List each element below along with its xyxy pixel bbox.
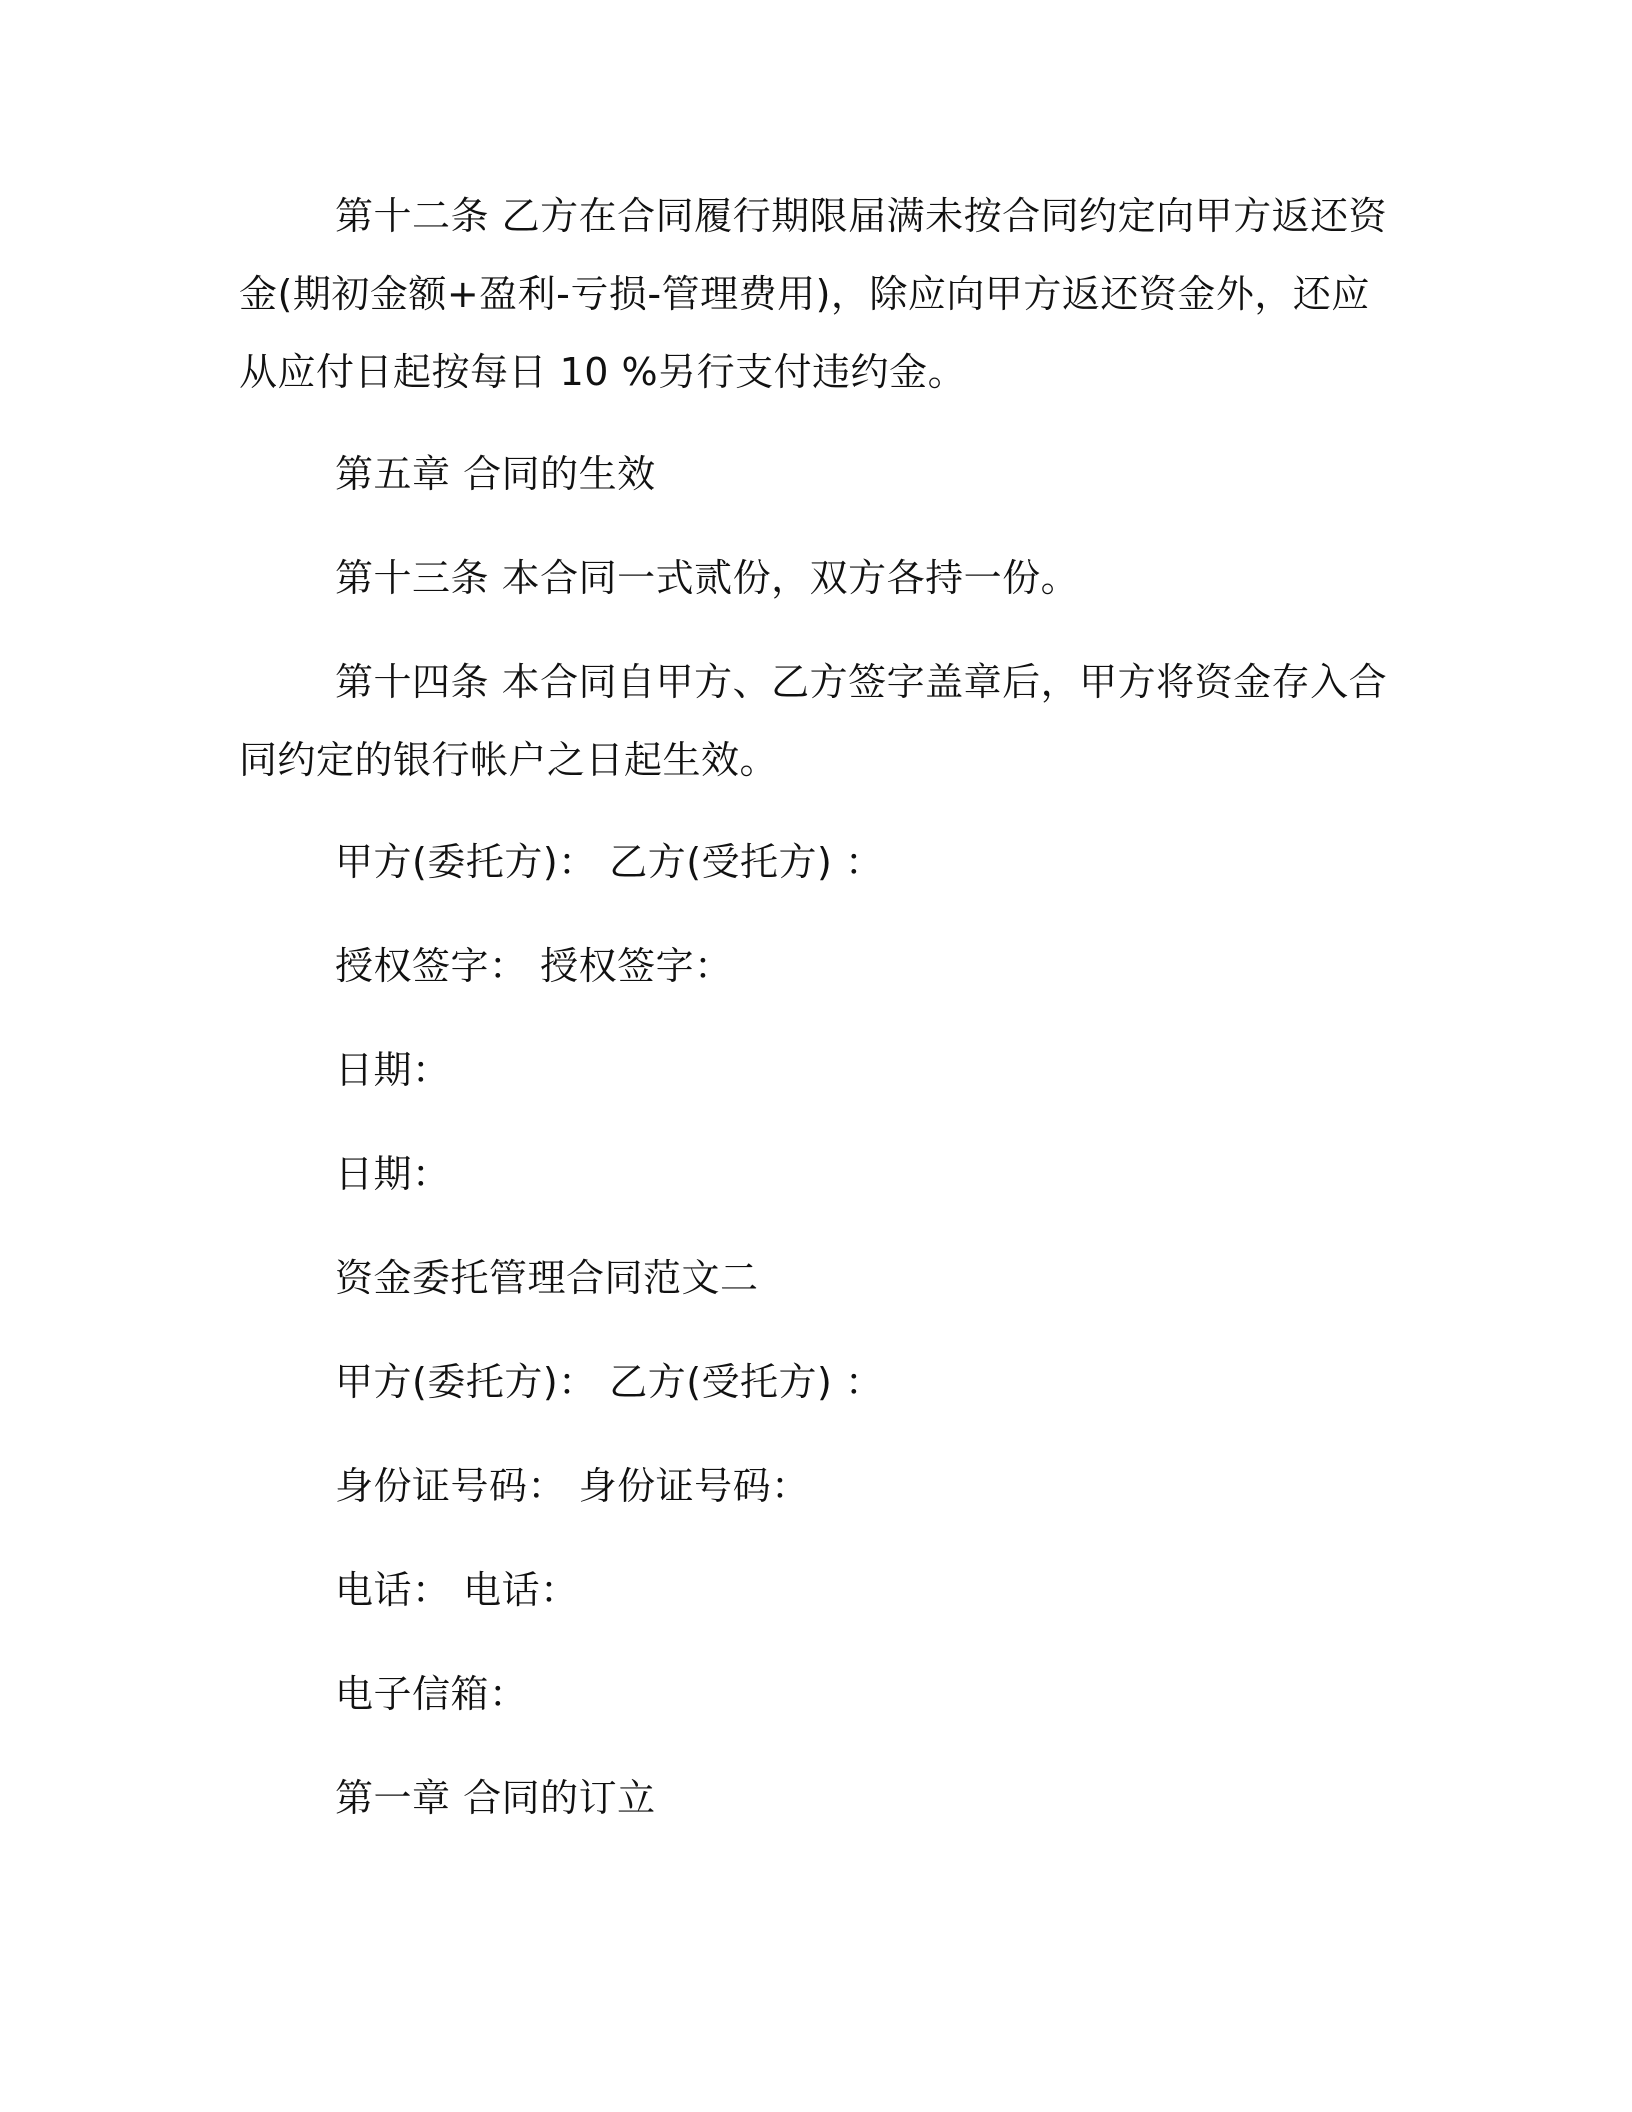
article-14-paragraph: 第十四条 本合同自甲方、乙方签字盖章后，甲方将资金存入合同约定的银行帐户之日起生效。 [239, 660, 1388, 782]
party-a-b-line: 甲方(委托方)： 乙方(受托方) ： [335, 840, 884, 884]
article-13-paragraph: 第十三条 本合同一式贰份，双方各持一份。 [335, 556, 1080, 600]
chapter-1-heading: 第一章 合同的订立 [335, 1776, 656, 1820]
party-a-b-line-2: 甲方(委托方)： 乙方(受托方) ： [335, 1360, 884, 1404]
phone-line: 电话： 电话： [335, 1568, 579, 1612]
email-line: 电子信箱： [335, 1672, 528, 1716]
date-line-2: 日期： [335, 1152, 451, 1196]
sample-2-title: 资金委托管理合同范文二 [335, 1256, 759, 1300]
date-line-1: 日期： [335, 1048, 451, 1092]
article-12-paragraph: 第十二条 乙方在合同履行期限届满未按合同约定向甲方返还资金(期初金额+盈利-亏损-管理费用)，除应向甲方返还资金外，还应从应付日起按每日 10 %另行支付违约金。 [239, 194, 1388, 394]
chapter-5-heading: 第五章 合同的生效 [335, 452, 656, 496]
id-number-line: 身份证号码： 身份证号码： [335, 1464, 810, 1508]
authorized-signature-line: 授权签字： 授权签字： [335, 944, 733, 988]
